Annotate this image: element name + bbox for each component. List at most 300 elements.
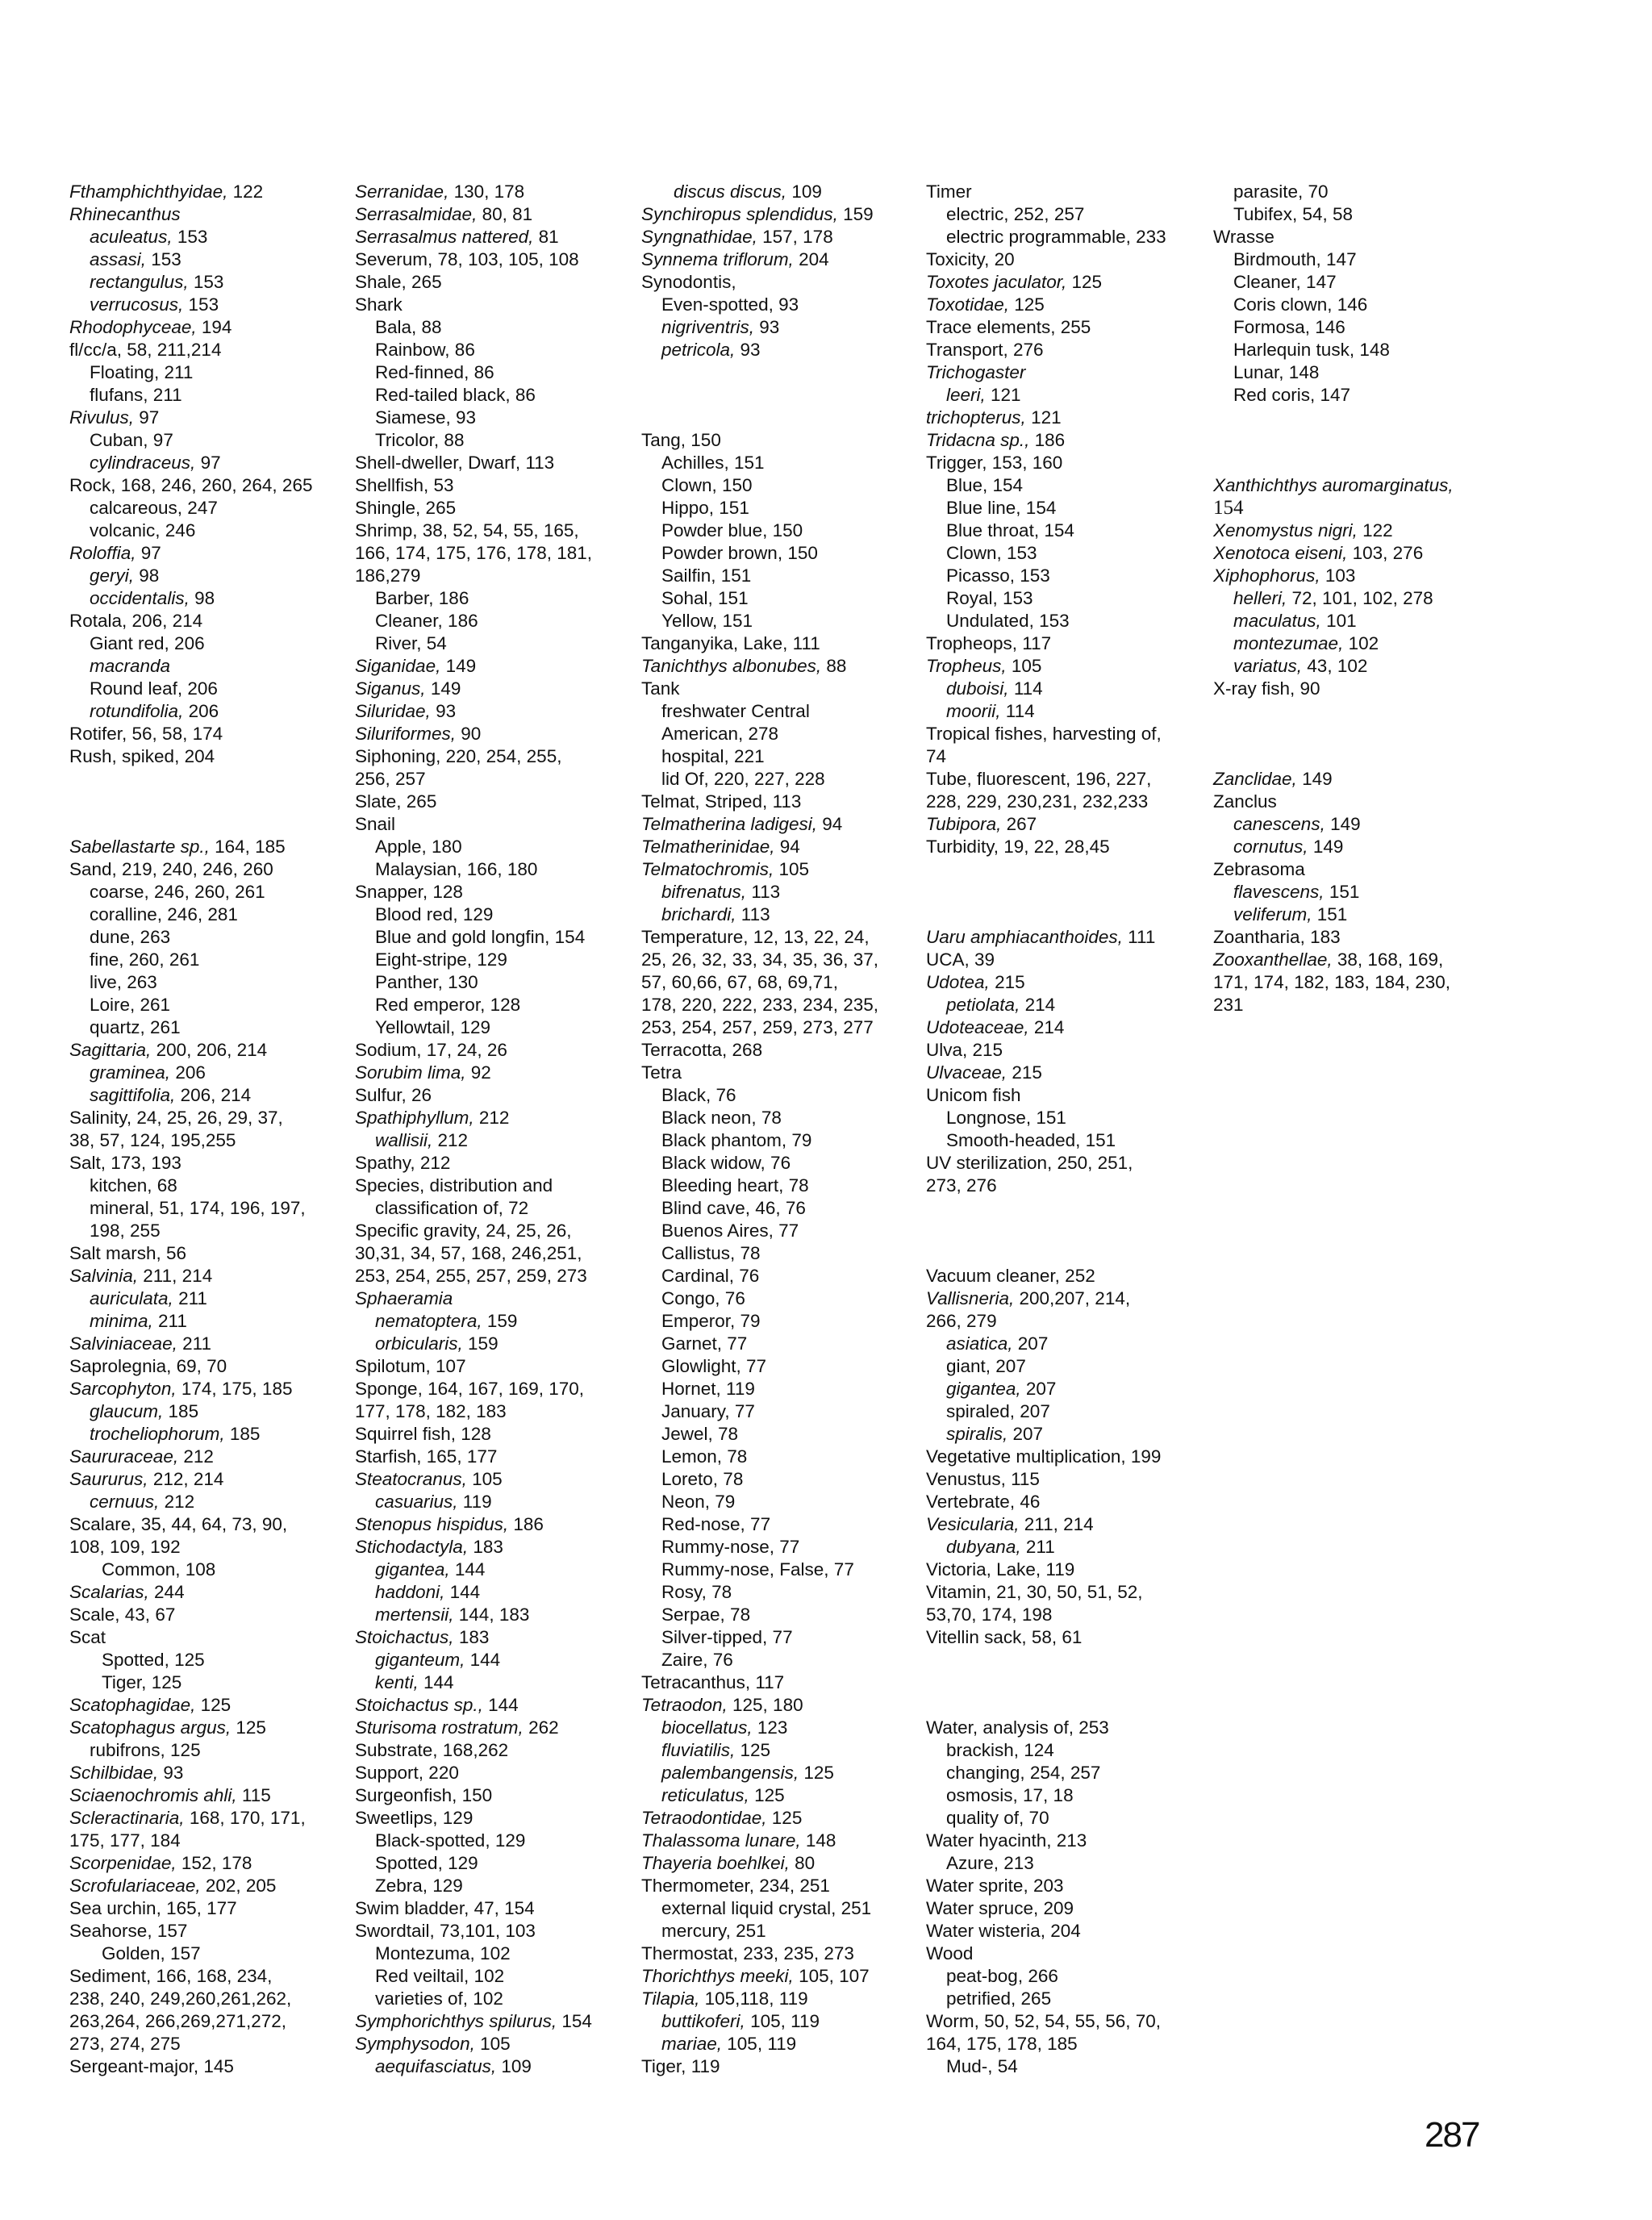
entry-text: 164, 175, 178, 185	[926, 2034, 1078, 2054]
entry-text: Sediment, 166, 168, 234,	[69, 1966, 273, 1986]
index-subentry	[641, 745, 878, 768]
index-entry	[641, 858, 878, 881]
entry-text: 144	[418, 1672, 454, 1692]
entry-text: 125	[1009, 294, 1045, 315]
index-entry	[1213, 565, 1454, 587]
index-entry	[355, 1536, 592, 1559]
index-entry	[69, 1039, 312, 1062]
entry-text: Royal, 153	[946, 588, 1033, 608]
entry-text: 43, 102	[1302, 656, 1368, 676]
index-subentry	[69, 497, 312, 520]
index-entry	[926, 2033, 1166, 2055]
index-entry	[641, 226, 878, 248]
entry-text: Cleaner, 186	[375, 611, 478, 631]
index-entry	[355, 203, 592, 226]
index-subentry	[1213, 203, 1454, 226]
index-entry	[355, 700, 592, 723]
term-italic: gigantea,	[946, 1379, 1021, 1399]
index-subentry	[69, 429, 312, 452]
entry-text: Lemon, 78	[661, 1446, 748, 1467]
entry-text: Tang, 150	[641, 430, 721, 450]
entry-text: Shark	[355, 294, 403, 315]
entry-text: 207	[1012, 1333, 1049, 1354]
index-subentry	[641, 1152, 878, 1175]
entry-text: 25, 26, 32, 33, 34, 35, 36, 37,	[641, 949, 878, 970]
entry-text: 168, 170, 171,	[184, 1808, 306, 1828]
term-italic: Serrasalmidae,	[355, 204, 478, 224]
index-subentry	[355, 1852, 592, 1875]
entry-text: Victoria, Lake, 119	[926, 1559, 1075, 1579]
index-subentry	[926, 1378, 1166, 1400]
term-italic: Stoichactus,	[355, 1627, 454, 1647]
index-entry	[926, 1491, 1166, 1513]
index-subentry	[926, 384, 1166, 407]
section-gap	[641, 361, 878, 429]
entry-text: 174, 175, 185	[176, 1379, 293, 1399]
index-subentry	[926, 678, 1166, 700]
term-italic: Siganus,	[355, 678, 426, 699]
index-entry	[355, 1739, 592, 1762]
entry-text: rubifrons, 125	[90, 1740, 201, 1760]
index-subentry	[69, 1084, 312, 1107]
entry-text: 212	[432, 1130, 469, 1150]
index-subentry	[926, 587, 1166, 610]
index-subentry	[69, 294, 312, 316]
index-entry	[641, 655, 878, 678]
page-number: 287	[1425, 2115, 1479, 2155]
entry-text: Swim bladder, 47, 154	[355, 1898, 535, 1918]
index-subentry	[69, 1423, 312, 1446]
term-italic: cornutus,	[1233, 837, 1308, 857]
index-entry	[926, 926, 1166, 949]
index-subentry	[926, 542, 1166, 565]
index-entry	[355, 1265, 592, 1287]
entry-text: Loreto, 78	[661, 1469, 744, 1489]
entry-text: Tubifex, 54, 58	[1233, 204, 1354, 224]
index-subentry	[69, 1197, 312, 1220]
entry-text: 97	[195, 453, 221, 473]
index-entry	[926, 836, 1166, 858]
entry-text: freshwater Central	[661, 701, 810, 721]
index-subentry	[641, 1739, 878, 1762]
index-column-1	[69, 181, 312, 2078]
index-subentry	[1213, 881, 1454, 903]
term-italic: rotundifolia,	[90, 701, 184, 721]
index-subentry	[355, 836, 592, 858]
entry-text: electric programmable, 233	[946, 227, 1166, 247]
term-italic: Toxotidae,	[926, 294, 1009, 315]
term-italic: Tropheus,	[926, 656, 1007, 676]
term-italic: Synnema triflorum,	[641, 249, 794, 269]
entry-text: Temperature, 12, 13, 22, 24,	[641, 927, 870, 947]
entry-text: Tiger, 119	[641, 2056, 720, 2076]
term-italic: nematoptera,	[375, 1311, 482, 1331]
entry-text: 90	[456, 724, 482, 744]
index-entry	[926, 294, 1166, 316]
entry-text: Common, 108	[102, 1559, 216, 1579]
entry-text: 105, 119	[745, 2011, 820, 2031]
term-italic: dubyana,	[946, 1537, 1021, 1557]
entry-text: 185	[163, 1401, 199, 1421]
term-italic: Udotea,	[926, 972, 990, 992]
term-italic: geryi,	[90, 565, 135, 586]
index-subentry	[641, 1468, 878, 1491]
entry-text: American, 278	[661, 724, 779, 744]
index-column-3	[641, 181, 878, 2078]
index-subentry	[69, 678, 312, 700]
index-subentry	[355, 1649, 592, 1671]
index-subentry	[926, 2055, 1166, 2078]
entry-text: 93	[735, 340, 761, 360]
term-italic: Tetraodontidae,	[641, 1808, 767, 1828]
entry-text: 125	[766, 1808, 803, 1828]
entry-text: Shingle, 265	[355, 498, 457, 518]
entry-text: Sohal, 151	[661, 588, 749, 608]
entry-text: spiraled, 207	[946, 1401, 1050, 1421]
term-italic: trocheliophorum,	[90, 1424, 225, 1444]
entry-text: Support, 220	[355, 1763, 459, 1783]
term-italic: Scatophagidae,	[69, 1695, 196, 1715]
entry-text: Salt, 173, 193	[69, 1153, 181, 1173]
entry-text: Rotala, 206, 214	[69, 611, 203, 631]
index-entry	[926, 1287, 1166, 1310]
index-subentry	[926, 1129, 1166, 1152]
entry-text: 144	[449, 1559, 486, 1579]
entry-text: 212	[159, 1492, 195, 1512]
term-italic: sagittifolia,	[90, 1085, 176, 1105]
index-entry	[926, 1175, 1166, 1197]
term-italic: asiatica,	[946, 1333, 1013, 1354]
index-subentry	[1213, 181, 1454, 203]
index-subentry	[641, 1604, 878, 1626]
entry-text: Siphoning, 220, 254, 255,	[355, 746, 562, 766]
index-entry	[355, 1920, 592, 1942]
index-subentry	[926, 1988, 1166, 2010]
entry-text: Spathy, 212	[355, 1153, 451, 1173]
entry-text: Tanganyika, Lake, 111	[641, 633, 820, 653]
index-entry	[926, 1604, 1166, 1626]
entry-text: Spotted, 129	[375, 1853, 478, 1873]
entry-text: Picasso, 153	[946, 565, 1050, 586]
term-italic: Tetraodon,	[641, 1695, 728, 1715]
entry-text: 105	[474, 2034, 511, 2054]
index-subentry	[926, 1423, 1166, 1446]
entry-text: quality of, 70	[946, 1808, 1049, 1828]
entry-text: Blue and gold longfin, 154	[375, 927, 586, 947]
index-entry	[1213, 949, 1454, 971]
term-italic: brichardi,	[661, 904, 736, 924]
index-entry	[69, 858, 312, 881]
index-subentry	[641, 1897, 878, 1920]
term-italic: Saururaceae,	[69, 1446, 179, 1467]
entry-text: 153	[188, 272, 224, 292]
index-entry	[69, 1830, 312, 1852]
term-italic: nigriventris,	[661, 317, 755, 337]
index-entry	[69, 1536, 312, 1559]
index-subentry	[641, 1649, 878, 1671]
term-italic: reticulatus,	[661, 1785, 749, 1805]
index-entry	[355, 1062, 592, 1084]
term-italic: Sagittaria,	[69, 1040, 152, 1060]
index-entry	[1213, 678, 1454, 700]
term-italic: Stoichactus sp.,	[355, 1695, 483, 1715]
index-entry	[641, 994, 878, 1016]
entry-text: 105	[774, 859, 810, 879]
term-italic: Saururus,	[69, 1469, 148, 1489]
index-entry	[69, 1265, 312, 1287]
index-entry	[926, 452, 1166, 474]
index-subentry	[1213, 339, 1454, 361]
index-subentry	[641, 474, 878, 497]
index-entry	[641, 678, 878, 700]
index-entry	[355, 1355, 592, 1378]
index-subentry	[926, 1355, 1166, 1378]
index-subentry	[926, 226, 1166, 248]
entry-text: Spilotum, 107	[355, 1356, 466, 1376]
index-subentry	[641, 1242, 878, 1265]
entry-text: 178, 220, 222, 233, 234, 235,	[641, 995, 879, 1015]
entry-text: 97	[134, 407, 160, 428]
term-italic: Telmatherina ladigesi,	[641, 814, 818, 834]
entry-text: 88	[821, 656, 847, 676]
entry-text: 149	[1308, 837, 1344, 857]
index-subentry	[926, 610, 1166, 632]
term-italic: mertensii,	[375, 1604, 454, 1625]
index-entry	[926, 1581, 1166, 1604]
entry-text: 204	[793, 249, 829, 269]
entry-text: calcareous, 247	[90, 498, 218, 518]
entry-text: 115	[236, 1785, 271, 1805]
index-entry	[355, 181, 592, 203]
index-subentry	[926, 1107, 1166, 1129]
term-italic: helleri,	[1233, 588, 1287, 608]
index-subentry	[69, 1649, 312, 1671]
entry-text: Water wisteria, 204	[926, 1921, 1081, 1941]
section-gap	[1213, 407, 1454, 474]
entry-text: 122	[1357, 520, 1393, 540]
index-entry	[355, 1897, 592, 1920]
index-subentry	[641, 520, 878, 542]
entry-text: Red-tailed black, 86	[375, 385, 536, 405]
entry-text: Cardinal, 76	[661, 1266, 760, 1286]
index-subentry	[355, 407, 592, 429]
entry-text: 93	[754, 317, 780, 337]
index-subentry	[641, 1175, 878, 1197]
entry-text: 111	[1122, 927, 1156, 947]
entry-text: 92	[465, 1062, 491, 1083]
entry-text: 149	[425, 678, 461, 699]
index-entry	[926, 723, 1166, 745]
entry-text: 183	[453, 1627, 490, 1647]
entry-text: 211, 214	[138, 1266, 213, 1286]
index-subentry	[641, 1784, 878, 1807]
index-subentry	[1213, 610, 1454, 632]
entry-text: 238, 240, 249,260,261,262,	[69, 1988, 292, 2009]
term-italic: Scorpenidae,	[69, 1853, 177, 1873]
section-gap	[926, 858, 1166, 926]
index-subentry	[1213, 632, 1454, 655]
term-italic: graminea,	[90, 1062, 171, 1083]
entry-text: 159	[837, 204, 874, 224]
index-subentry	[355, 1016, 592, 1039]
term-italic: Rivulus,	[69, 407, 135, 428]
index-subentry	[641, 497, 878, 520]
term-italic: Sphaeramia	[355, 1288, 453, 1308]
index-entry	[69, 1129, 312, 1152]
entry-text: Sweetlips, 129	[355, 1808, 473, 1828]
index-entry	[69, 2055, 312, 2078]
entry-text: 30,31, 34, 57, 168, 246,251,	[355, 1243, 582, 1263]
term-italic: Udoteaceae,	[926, 1017, 1029, 1037]
index-subentry	[926, 994, 1166, 1016]
term-italic: Xiphophorus,	[1213, 565, 1320, 586]
index-subentry	[641, 881, 878, 903]
index-subentry	[69, 587, 312, 610]
entry-text: Zebrasoma	[1213, 859, 1305, 879]
entry-text: Barber, 186	[375, 588, 469, 608]
entry-text: 72, 101, 102, 278	[1287, 588, 1433, 608]
term-italic: Synchiropus splendidus,	[641, 204, 838, 224]
index-entry	[355, 2033, 592, 2055]
index-entry	[926, 1920, 1166, 1942]
entry-text: Rosy, 78	[661, 1582, 732, 1602]
entry-text: 149	[1296, 769, 1333, 789]
index-subentry	[355, 632, 592, 655]
index-entry	[355, 1468, 592, 1491]
entry-text: Seahorse, 157	[69, 1921, 188, 1941]
entry-text: 105	[1006, 656, 1042, 676]
entry-text: Azure, 213	[946, 1853, 1034, 1873]
index-subentry	[69, 1491, 312, 1513]
entry-text: Smooth-headed, 151	[946, 1130, 1116, 1150]
entry-text: Shell-dweller, Dwarf, 113	[355, 453, 555, 473]
entry-text: Snail	[355, 814, 396, 834]
entry-text: 183	[468, 1537, 503, 1557]
entry-text: Turbidity, 19, 22, 28,45	[926, 837, 1110, 857]
entry-text: 263,264, 266,269,271,272,	[69, 2011, 287, 2031]
entry-text: Yellow, 151	[661, 611, 753, 631]
term-italic: petiolata,	[946, 995, 1020, 1015]
index-entry	[69, 181, 312, 203]
index-subentry	[926, 1807, 1166, 1830]
term-italic: Salviniaceae,	[69, 1333, 177, 1354]
entry-text: 211	[1020, 1537, 1055, 1557]
index-entry	[69, 1242, 312, 1265]
term-italic: auriculata,	[90, 1288, 173, 1308]
entry-text: classification of, 72	[375, 1198, 529, 1218]
entry-text: Species, distribution and	[355, 1175, 553, 1196]
term-italic: orbicularis,	[375, 1333, 463, 1354]
entry-text: Hornet, 119	[661, 1379, 755, 1399]
entry-text: 212, 214	[148, 1469, 224, 1489]
term-italic: trichopterus,	[926, 407, 1026, 428]
entry-text: Powder blue, 150	[661, 520, 803, 540]
entry-text: 159	[462, 1333, 499, 1354]
term-italic: Uaru amphiacanthoides,	[926, 927, 1123, 947]
index-subentry	[926, 1965, 1166, 1988]
index-subentry	[355, 1875, 592, 1897]
index-subentry	[641, 1423, 878, 1446]
entry-text: Worm, 50, 52, 54, 55, 56, 70,	[926, 2011, 1162, 2031]
index-entry	[926, 1446, 1166, 1468]
entry-text: 164, 185	[209, 837, 286, 857]
entry-text: Vegetative multiplication, 199	[926, 1446, 1162, 1467]
entry-text: Scat	[69, 1627, 106, 1647]
entry-text: 215	[1007, 1062, 1042, 1083]
entry-text: Black neon, 78	[661, 1108, 782, 1128]
index-subentry	[641, 316, 878, 339]
entry-text: Serpae, 78	[661, 1604, 751, 1625]
term-italic: Xanthichthys auromarginatus,	[1213, 475, 1454, 495]
entry-text: 113	[746, 882, 781, 902]
term-italic: Rhodophyceae,	[69, 317, 197, 337]
index-subentry	[355, 926, 592, 949]
entry-text: Toxicity, 20	[926, 249, 1015, 269]
index-entry	[355, 1039, 592, 1062]
index-entry	[926, 248, 1166, 271]
index-subentry	[641, 587, 878, 610]
index-entry	[1213, 520, 1454, 542]
entry-text: 185	[224, 1424, 261, 1444]
term-italic: Scalarias,	[69, 1582, 149, 1602]
index-subentry	[355, 1333, 592, 1355]
index-subentry	[69, 565, 312, 587]
entry-text: Panther, 130	[375, 972, 478, 992]
section-gap	[926, 1197, 1166, 1265]
index-subentry	[355, 1988, 592, 2010]
entry-text: mercury, 251	[661, 1921, 766, 1941]
index-entry	[69, 836, 312, 858]
entry-text: kitchen, 68	[90, 1175, 177, 1196]
index-entry	[641, 1671, 878, 1694]
entry-text: Vitamin, 21, 30, 50, 51, 52,	[926, 1582, 1143, 1602]
entry-text: 166, 174, 175, 176, 178, 181,	[355, 543, 593, 563]
term-italic: verrucosus,	[90, 294, 184, 315]
entry-text: 105,118, 119	[699, 1988, 808, 2009]
entry-text: 152, 178	[176, 1853, 252, 1873]
entry-text: Malaysian, 166, 180	[375, 859, 538, 879]
index-entry	[355, 497, 592, 520]
entry-text: Rummy-nose, False, 77	[661, 1559, 854, 1579]
index-entry	[69, 1446, 312, 1468]
term-italic: Scleractinaria,	[69, 1808, 185, 1828]
index-entry	[69, 1355, 312, 1378]
index-entry	[355, 723, 592, 745]
index-subentry	[1213, 655, 1454, 678]
term-italic: petricola,	[661, 340, 736, 360]
term-italic: Sabellastarte sp.,	[69, 837, 210, 857]
index-subentry	[926, 520, 1166, 542]
index-entry	[355, 1446, 592, 1468]
index-entry	[926, 1559, 1166, 1581]
index-entry	[926, 2010, 1166, 2033]
entry-text: Cuban, 97	[90, 430, 173, 450]
entry-text: Specific gravity, 24, 25, 26,	[355, 1221, 572, 1241]
entry-text: Tetra	[641, 1062, 682, 1083]
entry-text: 125, 180	[727, 1695, 803, 1715]
entry-text: 125	[231, 1717, 266, 1738]
entry-text: 194	[196, 317, 232, 337]
index-subentry	[926, 1762, 1166, 1784]
entry-text: Glowlight, 77	[661, 1356, 767, 1376]
entry-text: Saprolegnia, 69, 70	[69, 1356, 227, 1376]
term-italic: Vesicularia,	[926, 1514, 1020, 1534]
index-subentry	[69, 926, 312, 949]
entry-text: Scale, 43, 67	[69, 1604, 176, 1625]
entry-text: peat-bog, 266	[946, 1966, 1058, 1986]
index-subentry	[69, 226, 312, 248]
index-entry	[641, 1830, 878, 1852]
